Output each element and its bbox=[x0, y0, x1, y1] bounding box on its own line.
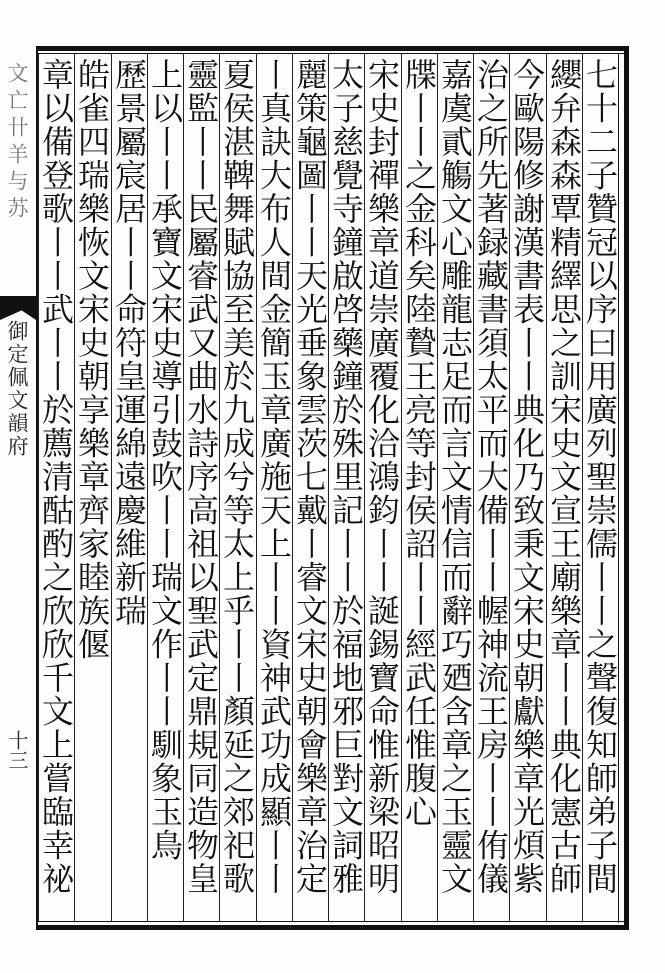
top-border bbox=[36, 46, 628, 51]
text-column: 夏侯湛鞞舞賦協至美於九成兮等太上乎丨丨顏延之郊祀歌 bbox=[218, 58, 256, 896]
text-column: 今歐陽修謝漢書表丨丨典化乃致秉文宋史朝獻樂章光煩紫 bbox=[508, 58, 546, 896]
bottom-border-inner bbox=[36, 921, 628, 922]
text-column: 靈監丨丨民屬睿武又曲水詩序高祖以聖武定鼎規同造物皇 bbox=[182, 58, 220, 896]
text-column: 章以備登歌丨丨武丨丨於薦清酤酌之欣欣千文上嘗臨幸祕 bbox=[37, 58, 75, 896]
margin-top-text: 文亡卄羊与苏 bbox=[5, 62, 29, 224]
text-column: 嘉虞貳觴文心雕龍志足而言文情信而辭巧廼含章之玉靈文 bbox=[436, 58, 474, 896]
text-column: 皓雀四瑞樂恢文宋史朝享樂章齊家睦族偃 bbox=[73, 58, 111, 661]
page-number: 十三 bbox=[5, 730, 29, 770]
text-column: 丨真訣大布人間金簡玉章廣施天上丨丨資神武功成顯丨丨 bbox=[255, 58, 293, 896]
top-border-inner bbox=[36, 53, 628, 54]
text-column: 治之所先著録藏書須太平而大備丨丨幄神流王房丨丨侑儀 bbox=[472, 58, 510, 896]
text-column: 牒丨丨之金科矣陸贄王亮等封侯詔丨丨經武任惟腹心 bbox=[400, 58, 438, 829]
text-column: 太子慈覺寺鐘啟啓藥鐘於殊里記丨丨於福地邪巨對文詞雅 bbox=[327, 58, 365, 896]
text-column: 七十二子贊冠以序曰用廣列聖崇儒丨丨之聲復知師弟子間 bbox=[581, 58, 619, 896]
text-column: 上以丨丨承寶文宋史導引鼓吹丨丨瑞文作丨丨馴象玉鳥 bbox=[146, 58, 184, 862]
book-title: 御定佩文韻府 bbox=[5, 320, 29, 458]
text-column: 纓弁森森覃精繹思之訓宋史文宣王廟樂章丨丨典化憲古師 bbox=[545, 58, 583, 896]
text-column: 麗策龜圖丨丨天光垂象雲茨七戴丨睿文宋史朝會樂章治定 bbox=[291, 58, 329, 896]
text-column: 宋史封禪樂章道崇廣覆化洽鴻鈞丨丨誕錫寶命惟新梁昭明 bbox=[363, 58, 401, 896]
bottom-border bbox=[36, 925, 628, 930]
fishtail-mark bbox=[0, 296, 36, 320]
right-border bbox=[624, 46, 629, 930]
text-column: 歷景屬宸居丨丨命符皇運綿遠慶維新瑞 bbox=[110, 58, 148, 628]
